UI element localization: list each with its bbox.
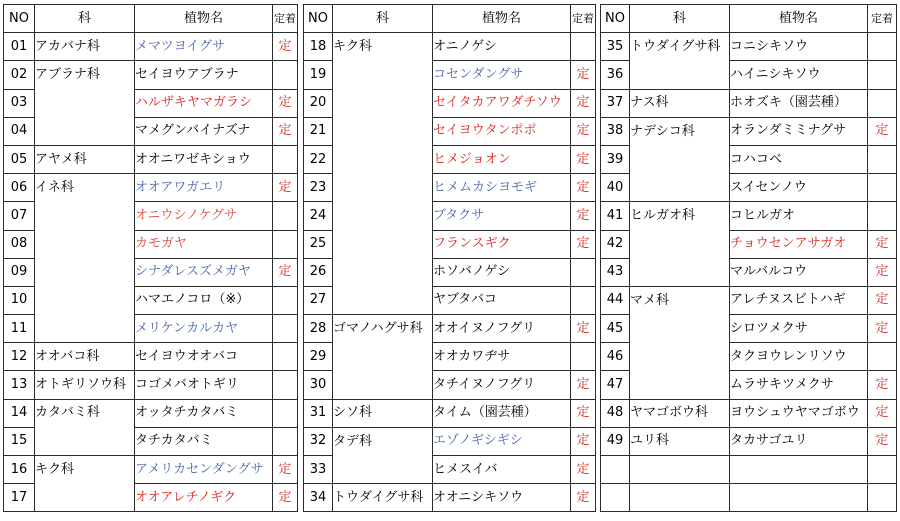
row-number: 48 xyxy=(601,399,630,427)
table-row xyxy=(4,145,298,173)
table-row xyxy=(4,286,298,314)
plant-name: アレチヌスビトハギ xyxy=(730,286,868,314)
family-cell: カタバミ科 xyxy=(35,399,135,427)
family-cell xyxy=(333,61,433,89)
family-cell xyxy=(333,456,433,484)
plant-name: メリケンカルカヤ xyxy=(135,315,273,343)
fixed-mark: 定 xyxy=(273,117,298,145)
row-number: 40 xyxy=(601,174,630,202)
plant-name: ホソバノゲシ xyxy=(433,258,571,286)
table-row xyxy=(601,343,897,371)
fixed-mark: 定 xyxy=(571,202,596,230)
family-cell xyxy=(630,174,730,202)
fixed-mark: 定 xyxy=(571,484,596,512)
row-number: 38 xyxy=(601,117,630,145)
fixed-mark xyxy=(571,343,596,371)
table-row xyxy=(4,230,298,258)
row-number: 31 xyxy=(304,399,333,427)
plant-name: ヒメジョオン xyxy=(433,145,571,173)
plant-name: オオイヌノフグリ xyxy=(433,315,571,343)
row-number: 49 xyxy=(601,427,630,455)
table-row xyxy=(601,456,897,484)
row-number: 12 xyxy=(4,343,35,371)
family-cell: ナデシコ科 xyxy=(630,117,730,145)
family-cell xyxy=(35,117,135,145)
row-number: 07 xyxy=(4,202,35,230)
header-fixed: 定着 xyxy=(571,5,596,33)
table-row xyxy=(4,61,298,89)
family-cell xyxy=(333,145,433,173)
plant-name: オニウシノケグサ xyxy=(135,202,273,230)
row-number: 24 xyxy=(304,202,333,230)
family-cell: ナス科 xyxy=(630,89,730,117)
table-row xyxy=(601,286,897,314)
header-row xyxy=(304,5,596,33)
fixed-mark: 定 xyxy=(571,427,596,455)
plant-name: シロツメクサ xyxy=(730,315,868,343)
family-cell xyxy=(630,258,730,286)
plant-name: タクヨウレンリソウ xyxy=(730,343,868,371)
row-number: 44 xyxy=(601,286,630,314)
table-row xyxy=(4,33,298,61)
plant-name: タイム（園芸種） xyxy=(433,399,571,427)
row-number: 20 xyxy=(304,89,333,117)
header-no: NO xyxy=(304,5,333,33)
family-cell xyxy=(630,484,730,512)
row-number: 43 xyxy=(601,258,630,286)
family-cell xyxy=(333,230,433,258)
table-row xyxy=(4,315,298,343)
table-row xyxy=(304,61,596,89)
row-number: 10 xyxy=(4,286,35,314)
table-row xyxy=(601,89,897,117)
header-plant-name: 植物名 xyxy=(433,5,571,33)
plant-name: コセンダングサ xyxy=(433,61,571,89)
plant-name: コハコベ xyxy=(730,145,868,173)
plant-name: マルバルコウ xyxy=(730,258,868,286)
table-row xyxy=(304,371,596,399)
family-cell xyxy=(35,315,135,343)
table-row xyxy=(4,117,298,145)
plant-name: ホオズキ（園芸種） xyxy=(730,89,868,117)
family-cell xyxy=(333,343,433,371)
fixed-mark xyxy=(273,371,298,399)
family-cell xyxy=(630,230,730,258)
fixed-mark xyxy=(868,89,897,117)
plant-name: コゴメバオトギリ xyxy=(135,371,273,399)
table-row xyxy=(4,371,298,399)
row-number: 16 xyxy=(4,456,35,484)
table-row xyxy=(601,258,897,286)
family-cell: オトギリソウ科 xyxy=(35,371,135,399)
plant-name: オニノゲシ xyxy=(433,33,571,61)
row-number: 32 xyxy=(304,427,333,455)
fixed-mark: 定 xyxy=(868,399,897,427)
table-row xyxy=(304,315,596,343)
row-number: 19 xyxy=(304,61,333,89)
plant-name: ヤブタバコ xyxy=(433,286,571,314)
row-number xyxy=(601,484,630,512)
fixed-mark xyxy=(868,61,897,89)
table-row xyxy=(4,456,298,484)
family-cell xyxy=(333,89,433,117)
plant-name: セイヨウタンポポ xyxy=(433,117,571,145)
fixed-mark xyxy=(273,343,298,371)
plant-table-2 xyxy=(303,4,596,512)
fixed-mark xyxy=(273,399,298,427)
family-cell: アヤメ科 xyxy=(35,145,135,173)
fixed-mark xyxy=(571,286,596,314)
fixed-mark: 定 xyxy=(273,89,298,117)
fixed-mark: 定 xyxy=(571,230,596,258)
family-cell: アブラナ科 xyxy=(35,61,135,89)
table-row xyxy=(4,202,298,230)
header-no: NO xyxy=(601,5,630,33)
family-cell: シソ科 xyxy=(333,399,433,427)
row-number: 04 xyxy=(4,117,35,145)
table-row xyxy=(601,230,897,258)
fixed-mark xyxy=(273,61,298,89)
plant-name: ハイニシキソウ xyxy=(730,61,868,89)
header-family: 科 xyxy=(630,5,730,33)
header-row xyxy=(4,5,298,33)
family-cell: トウダイグサ科 xyxy=(630,33,730,61)
plant-name xyxy=(730,484,868,512)
header-fixed: 定着 xyxy=(868,5,897,33)
plant-name: マメグンバイナズナ xyxy=(135,117,273,145)
header-no: NO xyxy=(4,5,35,33)
family-cell xyxy=(630,315,730,343)
family-cell: アカバナ科 xyxy=(35,33,135,61)
plant-name: ヒメスイバ xyxy=(433,456,571,484)
plant-name: オッタチカタバミ xyxy=(135,399,273,427)
row-number: 06 xyxy=(4,174,35,202)
family-cell xyxy=(630,371,730,399)
fixed-mark xyxy=(273,286,298,314)
row-number: 34 xyxy=(304,484,333,512)
table-row xyxy=(601,61,897,89)
plant-name xyxy=(730,456,868,484)
fixed-mark: 定 xyxy=(868,258,897,286)
family-cell xyxy=(35,89,135,117)
table-row xyxy=(304,174,596,202)
fixed-mark xyxy=(868,202,897,230)
table-row xyxy=(601,399,897,427)
table-row xyxy=(304,343,596,371)
fixed-mark: 定 xyxy=(571,145,596,173)
fixed-mark: 定 xyxy=(571,456,596,484)
family-cell xyxy=(35,427,135,455)
row-number: 47 xyxy=(601,371,630,399)
row-number: 33 xyxy=(304,456,333,484)
fixed-mark: 定 xyxy=(273,258,298,286)
table-row xyxy=(601,202,897,230)
fixed-mark xyxy=(868,174,897,202)
family-cell: オオバコ科 xyxy=(35,343,135,371)
plant-table-1 xyxy=(3,4,298,512)
plant-name: オランダミミナグサ xyxy=(730,117,868,145)
fixed-mark: 定 xyxy=(868,371,897,399)
row-number: 14 xyxy=(4,399,35,427)
plant-name: オオアワガエリ xyxy=(135,174,273,202)
row-number: 45 xyxy=(601,315,630,343)
fixed-mark: 定 xyxy=(868,286,897,314)
family-cell xyxy=(35,258,135,286)
row-number xyxy=(601,456,630,484)
table-row xyxy=(4,484,298,512)
row-number: 09 xyxy=(4,258,35,286)
table-row xyxy=(601,371,897,399)
table-row xyxy=(304,117,596,145)
table-row xyxy=(601,174,897,202)
plant-name: エゾノギシギシ xyxy=(433,427,571,455)
plant-table-3 xyxy=(600,4,897,512)
fixed-mark xyxy=(571,33,596,61)
fixed-mark xyxy=(868,33,897,61)
plant-name: フランスギク xyxy=(433,230,571,258)
fixed-mark xyxy=(868,145,897,173)
row-number: 29 xyxy=(304,343,333,371)
family-cell xyxy=(35,484,135,512)
fixed-mark xyxy=(868,484,897,512)
family-cell xyxy=(35,286,135,314)
fixed-mark: 定 xyxy=(571,89,596,117)
plant-name: チョウセンアサガオ xyxy=(730,230,868,258)
plant-name: ハマエノコロ（※） xyxy=(135,286,273,314)
fixed-mark: 定 xyxy=(571,315,596,343)
fixed-mark xyxy=(571,258,596,286)
row-number: 42 xyxy=(601,230,630,258)
table-row xyxy=(601,427,897,455)
table-row xyxy=(304,230,596,258)
plant-name: オオニシキソウ xyxy=(433,484,571,512)
row-number: 23 xyxy=(304,174,333,202)
header-plant-name: 植物名 xyxy=(135,5,273,33)
row-number: 17 xyxy=(4,484,35,512)
row-number: 41 xyxy=(601,202,630,230)
header-row xyxy=(601,5,897,33)
row-number: 27 xyxy=(304,286,333,314)
row-number: 03 xyxy=(4,89,35,117)
table-row xyxy=(601,117,897,145)
header-fixed: 定着 xyxy=(273,5,298,33)
table-row xyxy=(4,258,298,286)
plant-name: セイヨウアブラナ xyxy=(135,61,273,89)
family-cell xyxy=(35,230,135,258)
plant-name: オオカワヂサ xyxy=(433,343,571,371)
row-number: 05 xyxy=(4,145,35,173)
plant-name: ヨウシュウヤマゴボウ xyxy=(730,399,868,427)
fixed-mark xyxy=(868,456,897,484)
plant-name: カモガヤ xyxy=(135,230,273,258)
fixed-mark xyxy=(273,315,298,343)
fixed-mark xyxy=(273,202,298,230)
row-number: 15 xyxy=(4,427,35,455)
plant-name: オオアレチノギク xyxy=(135,484,273,512)
header-plant-name: 植物名 xyxy=(730,5,868,33)
fixed-mark: 定 xyxy=(571,371,596,399)
family-cell xyxy=(35,202,135,230)
plant-name: コヒルガオ xyxy=(730,202,868,230)
family-cell xyxy=(333,371,433,399)
family-cell xyxy=(333,202,433,230)
table-row xyxy=(601,484,897,512)
fixed-mark xyxy=(273,145,298,173)
fixed-mark: 定 xyxy=(868,427,897,455)
fixed-mark: 定 xyxy=(571,399,596,427)
plant-name: シナダレスズメガヤ xyxy=(135,258,273,286)
table-row xyxy=(304,33,596,61)
table-row xyxy=(304,258,596,286)
plant-name: タチカタバミ xyxy=(135,427,273,455)
family-cell xyxy=(630,145,730,173)
plant-name: メマツヨイグサ xyxy=(135,33,273,61)
family-cell: キク科 xyxy=(333,33,433,61)
row-number: 18 xyxy=(304,33,333,61)
family-cell: タデ科 xyxy=(333,427,433,455)
family-cell: ゴマノハグサ科 xyxy=(333,315,433,343)
table-row xyxy=(601,145,897,173)
table-row xyxy=(304,456,596,484)
table-row xyxy=(4,343,298,371)
family-cell xyxy=(333,258,433,286)
family-cell: イネ科 xyxy=(35,174,135,202)
fixed-mark: 定 xyxy=(868,230,897,258)
row-number: 21 xyxy=(304,117,333,145)
family-cell xyxy=(333,286,433,314)
family-cell: ユリ科 xyxy=(630,427,730,455)
table-row xyxy=(4,399,298,427)
row-number: 01 xyxy=(4,33,35,61)
row-number: 11 xyxy=(4,315,35,343)
fixed-mark: 定 xyxy=(571,61,596,89)
row-number: 30 xyxy=(304,371,333,399)
fixed-mark: 定 xyxy=(571,174,596,202)
family-cell: キク科 xyxy=(35,456,135,484)
table-row xyxy=(304,202,596,230)
plant-name: ヒメムカシヨモギ xyxy=(433,174,571,202)
fixed-mark: 定 xyxy=(868,117,897,145)
family-cell: ヒルガオ科 xyxy=(630,202,730,230)
row-number: 02 xyxy=(4,61,35,89)
family-cell xyxy=(333,174,433,202)
row-number: 37 xyxy=(601,89,630,117)
header-family: 科 xyxy=(333,5,433,33)
plant-name: セイヨウオオバコ xyxy=(135,343,273,371)
row-number: 22 xyxy=(304,145,333,173)
row-number: 46 xyxy=(601,343,630,371)
family-cell xyxy=(333,117,433,145)
family-cell: ヤマゴボウ科 xyxy=(630,399,730,427)
family-cell xyxy=(630,456,730,484)
plant-name: コニシキソウ xyxy=(730,33,868,61)
fixed-mark xyxy=(868,343,897,371)
fixed-mark: 定 xyxy=(571,117,596,145)
header-family: 科 xyxy=(35,5,135,33)
fixed-mark: 定 xyxy=(273,484,298,512)
family-cell: マメ科 xyxy=(630,286,730,314)
plant-name: ブタクサ xyxy=(433,202,571,230)
plant-name: スイセンノウ xyxy=(730,174,868,202)
row-number: 35 xyxy=(601,33,630,61)
row-number: 26 xyxy=(304,258,333,286)
table-row xyxy=(4,427,298,455)
table-row xyxy=(304,399,596,427)
plant-name: ムラサキツメクサ xyxy=(730,371,868,399)
fixed-mark xyxy=(273,427,298,455)
plant-name: ハルザキヤマガラシ xyxy=(135,89,273,117)
fixed-mark: 定 xyxy=(868,315,897,343)
table-row xyxy=(601,33,897,61)
table-row xyxy=(304,89,596,117)
family-cell: トウダイグサ科 xyxy=(333,484,433,512)
fixed-mark: 定 xyxy=(273,33,298,61)
plant-name: セイタカアワダチソウ xyxy=(433,89,571,117)
table-row xyxy=(304,145,596,173)
plant-name: タカサゴユリ xyxy=(730,427,868,455)
fixed-mark xyxy=(273,230,298,258)
table-row xyxy=(601,315,897,343)
table-row xyxy=(4,174,298,202)
family-cell xyxy=(630,61,730,89)
row-number: 08 xyxy=(4,230,35,258)
row-number: 28 xyxy=(304,315,333,343)
plant-name: オオニワゼキショウ xyxy=(135,145,273,173)
row-number: 13 xyxy=(4,371,35,399)
plant-name: アメリカセンダングサ xyxy=(135,456,273,484)
row-number: 39 xyxy=(601,145,630,173)
family-cell xyxy=(630,343,730,371)
table-row xyxy=(304,286,596,314)
table-row xyxy=(4,89,298,117)
table-row xyxy=(304,484,596,512)
fixed-mark: 定 xyxy=(273,174,298,202)
plant-name: タチイヌノフグリ xyxy=(433,371,571,399)
fixed-mark: 定 xyxy=(273,456,298,484)
row-number: 25 xyxy=(304,230,333,258)
row-number: 36 xyxy=(601,61,630,89)
table-row xyxy=(304,427,596,455)
